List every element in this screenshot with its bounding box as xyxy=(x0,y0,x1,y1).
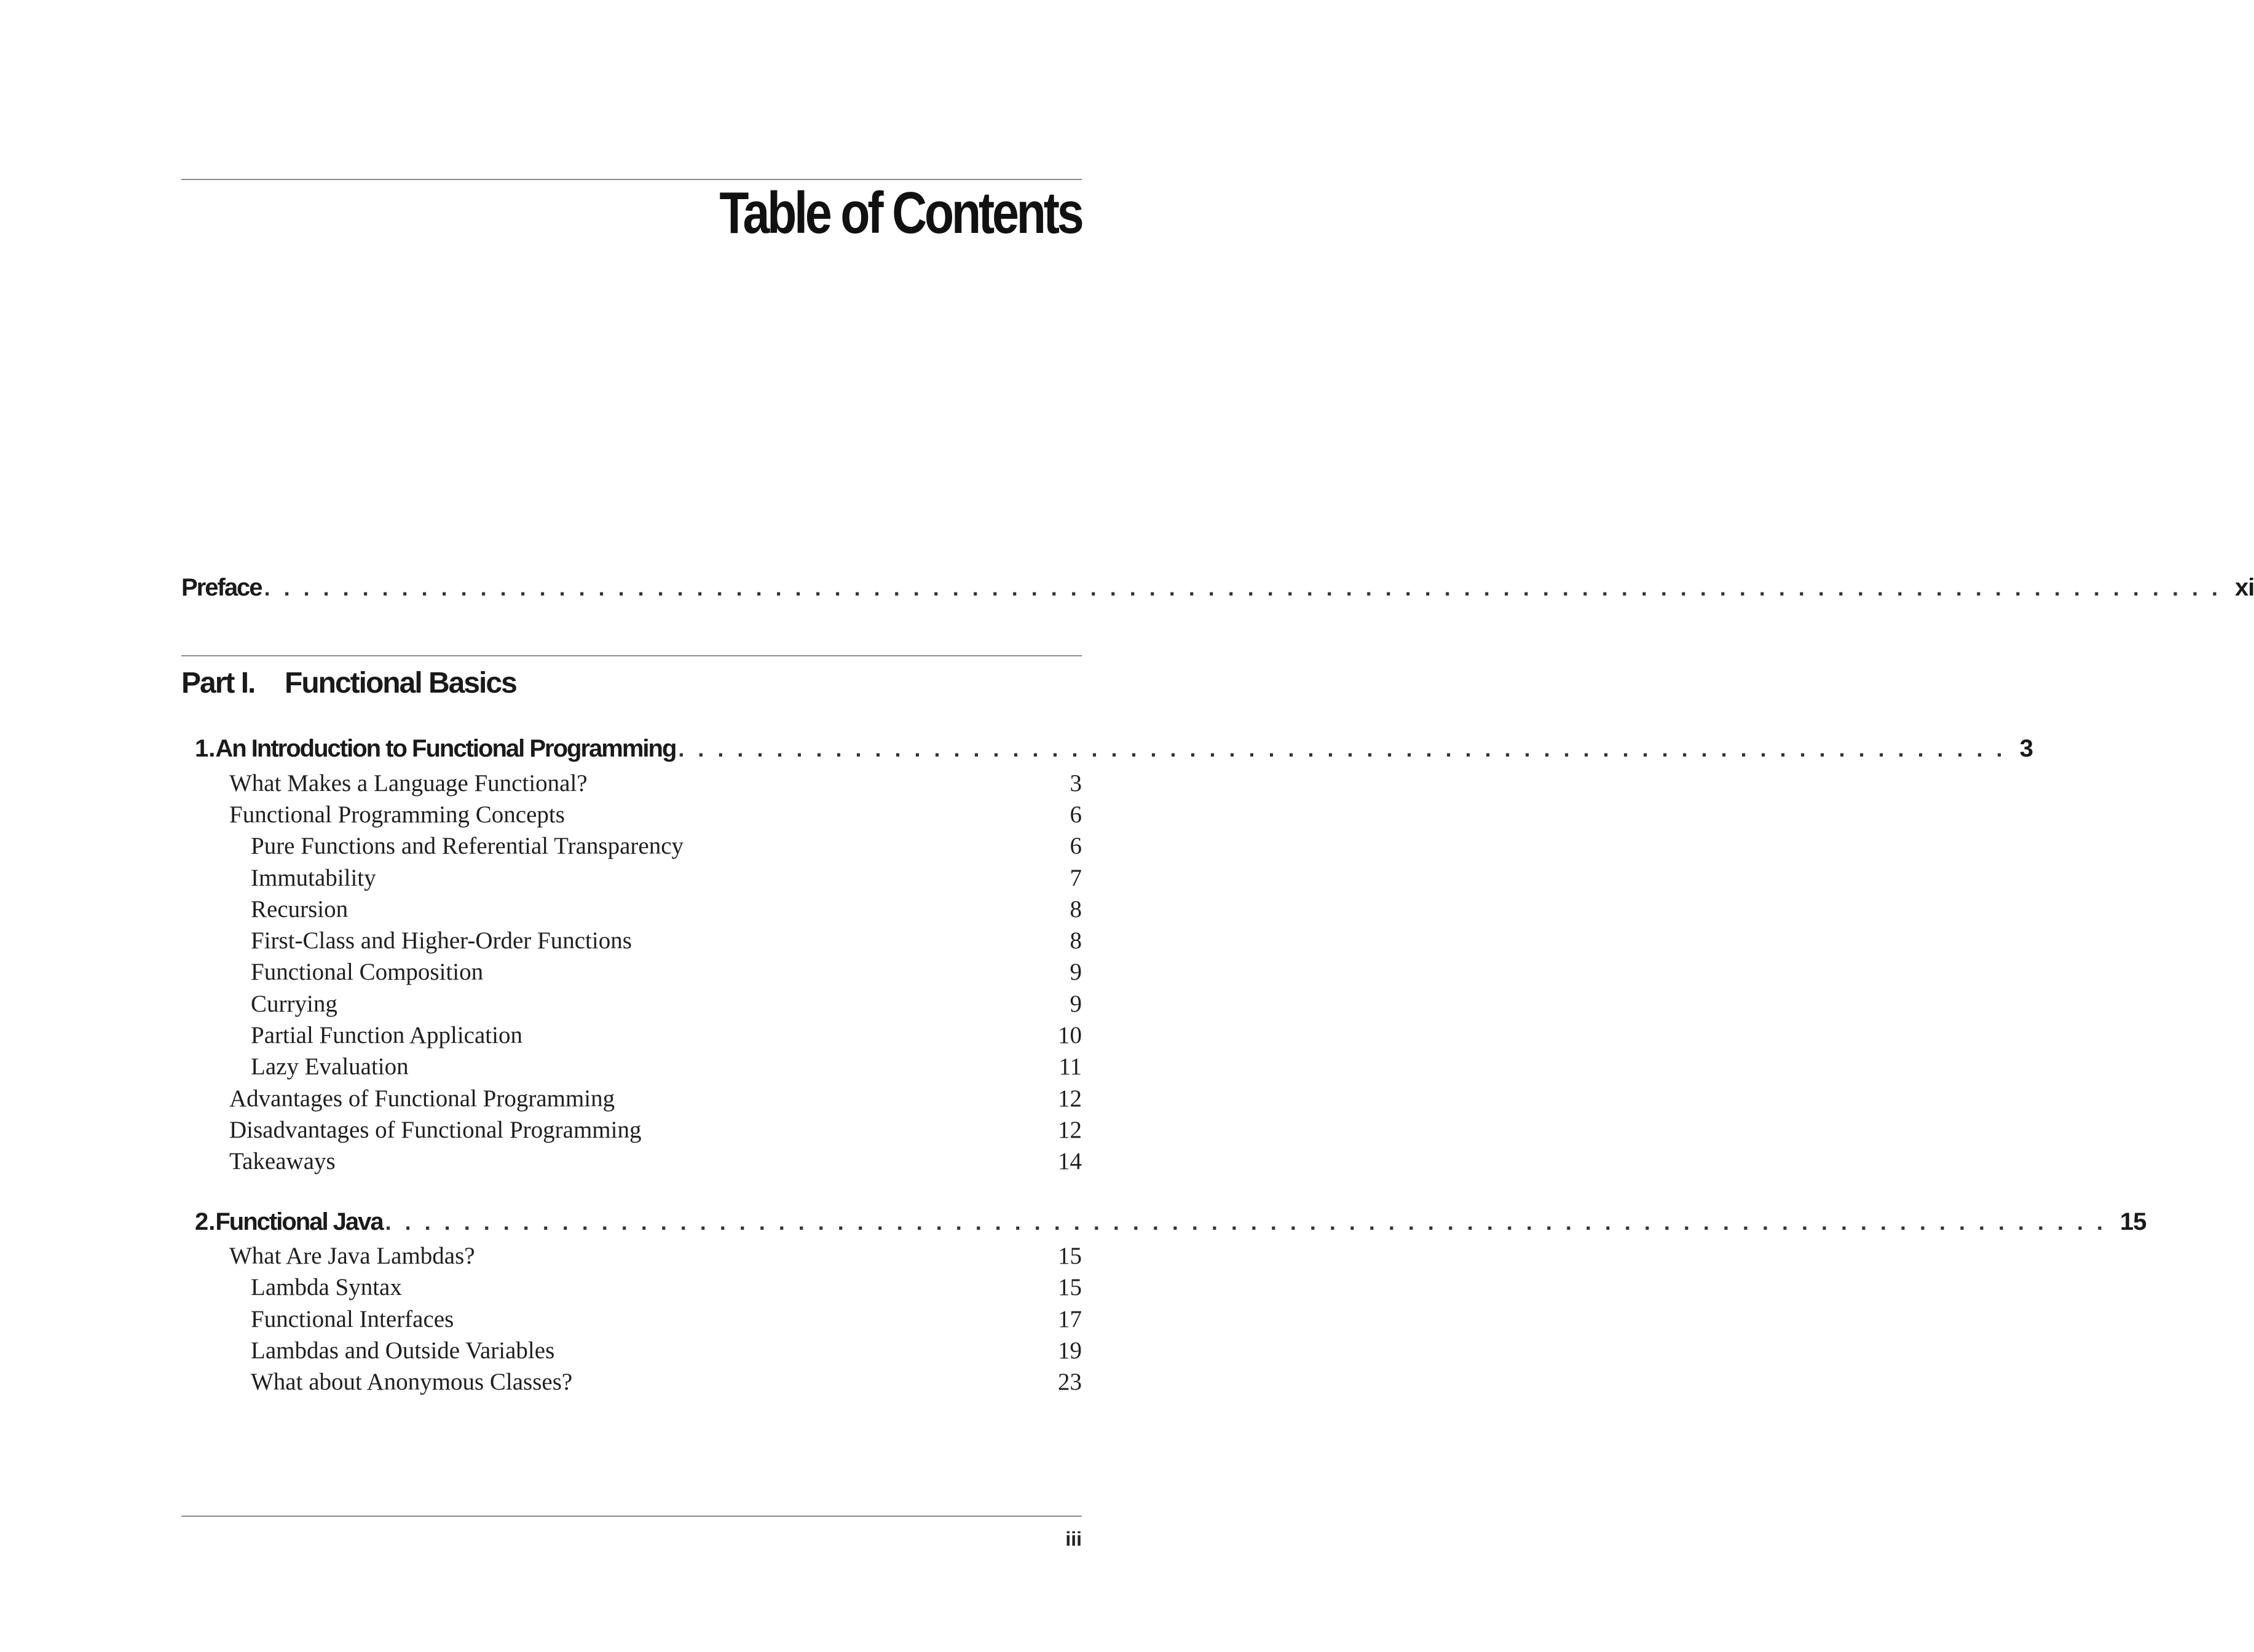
toc-entry-page: 8 xyxy=(1070,927,1082,954)
toc-entry-page: 11 xyxy=(1058,1053,1082,1080)
toc-entry-page: 12 xyxy=(1058,1085,1082,1112)
toc-entry-text: What Are Java Lambdas? xyxy=(229,1243,475,1269)
toc-entry-page: 7 xyxy=(1070,865,1082,891)
chapter-number: 2. xyxy=(195,1208,216,1235)
toc-entry[interactable] xyxy=(181,864,1082,892)
toc-entry-text: Currying xyxy=(251,991,337,1017)
preface-label: Preface xyxy=(181,574,262,601)
toc-entry[interactable] xyxy=(181,1116,1082,1144)
toc-entry[interactable] xyxy=(181,1053,1082,1080)
chapter-page: 3 xyxy=(2019,735,2033,762)
toc-entry-text: Functional Composition xyxy=(251,959,484,985)
toc-entry-page: 10 xyxy=(1058,1022,1082,1048)
toc-entry-text: Disadvantages of Functional Programming xyxy=(229,1117,642,1143)
toc-entry-text: Partial Function Application xyxy=(251,1022,522,1048)
chapter-heading[interactable] xyxy=(195,735,2033,767)
part-title: Functional Basics xyxy=(285,667,516,699)
toc-entry-text: What about Anonymous Classes? xyxy=(251,1369,573,1395)
page-number: iii xyxy=(1065,1528,1082,1550)
toc-entry-text: Lazy Evaluation xyxy=(251,1053,409,1080)
toc-entry-page: 3 xyxy=(1070,770,1082,796)
toc-entry[interactable] xyxy=(181,1273,1082,1301)
part-rule xyxy=(181,655,1082,656)
toc-entry-page: 17 xyxy=(1058,1306,1082,1332)
dot-leader: . . . . . . . . . . . . . . . . . . . . . . . . . . . . . . . . . . . . . . . . . . . . . . . . . . . . . . . . . . . . . . . . . . . . . . . . . . . . . . . . . . . . . . . . xyxy=(385,1210,2107,1235)
chapter-title: An Introduction to Functional Programming xyxy=(215,735,676,762)
toc-entry[interactable] xyxy=(181,1337,1082,1364)
toc-entry-text: Takeaways xyxy=(229,1148,336,1174)
preface-page: xi xyxy=(2234,574,2254,601)
toc-entry[interactable] xyxy=(181,927,1082,954)
toc-entry[interactable] xyxy=(181,1085,1082,1112)
toc-entry-page: 6 xyxy=(1070,833,1082,859)
part-heading[interactable] xyxy=(181,666,516,700)
footer-rule xyxy=(181,1516,1082,1517)
toc-entry-text: Lambdas and Outside Variables xyxy=(251,1337,555,1364)
toc-entry-page: 19 xyxy=(1058,1337,1082,1364)
chapter-title: Functional Java xyxy=(215,1208,383,1235)
page-title: Table of Contents xyxy=(719,180,1082,246)
toc-entry-text: Advantages of Functional Programming xyxy=(229,1085,615,1112)
toc-entry-page: 23 xyxy=(1058,1369,1082,1395)
toc-entry[interactable] xyxy=(181,895,1082,923)
toc-entry-text: Lambda Syntax xyxy=(251,1274,402,1300)
toc-entry[interactable] xyxy=(181,1242,1082,1270)
toc-entry[interactable] xyxy=(181,832,1082,860)
dot-leader: . . . . . . . . . . . . . . . . . . . . . . . . . . . . . . . . . . . . . . . . . . . . . . . . . . . . . . . . . . . . . . . . . . . . . . . . . . . . . . . . . . . . . . . . . . . . . . . . . . . . xyxy=(264,575,2221,600)
toc-entry-page: 6 xyxy=(1070,801,1082,828)
dot-leader: . . . . . . . . . . . . . . . . . . . . . . . . . . . . . . . . . . . . . . . . . . . . . . . . . . . . . . . . . . . . . . . . . . . . xyxy=(678,736,2006,761)
toc-entry[interactable] xyxy=(181,1305,1082,1333)
toc-entry-text: What Makes a Language Functional? xyxy=(229,770,588,796)
toc-entry-text: Functional Interfaces xyxy=(251,1306,454,1332)
toc-entry-preface[interactable] xyxy=(181,574,2254,606)
chapter-page: 15 xyxy=(2120,1208,2146,1235)
toc-entry-page: 15 xyxy=(1058,1274,1082,1300)
toc-entry-page: 9 xyxy=(1070,959,1082,985)
toc-entry[interactable] xyxy=(181,1368,1082,1396)
part-label: Part I. xyxy=(181,667,255,699)
toc-entry-text: Recursion xyxy=(251,896,349,922)
toc-entry[interactable] xyxy=(181,990,1082,1018)
toc-entry-text: Pure Functions and Referential Transparency xyxy=(251,833,684,859)
toc-entry[interactable] xyxy=(181,801,1082,828)
chapter-number: 1. xyxy=(195,735,216,762)
toc-entry-text: Functional Programming Concepts xyxy=(229,801,565,828)
toc-entry[interactable] xyxy=(181,1147,1082,1175)
toc-entry[interactable] xyxy=(181,1021,1082,1049)
toc-entry-page: 9 xyxy=(1070,991,1082,1017)
toc-entry[interactable] xyxy=(181,769,1082,797)
toc-entry-text: First-Class and Higher-Order Functions xyxy=(251,927,632,954)
toc-entry-text: Immutability xyxy=(251,865,376,891)
toc-entry[interactable] xyxy=(181,958,1082,986)
toc-entry-page: 8 xyxy=(1070,896,1082,922)
toc-entry-page: 12 xyxy=(1058,1117,1082,1143)
toc-entry-page: 15 xyxy=(1058,1243,1082,1269)
toc-entry-page: 14 xyxy=(1058,1148,1082,1174)
chapter-heading[interactable] xyxy=(195,1208,2146,1240)
